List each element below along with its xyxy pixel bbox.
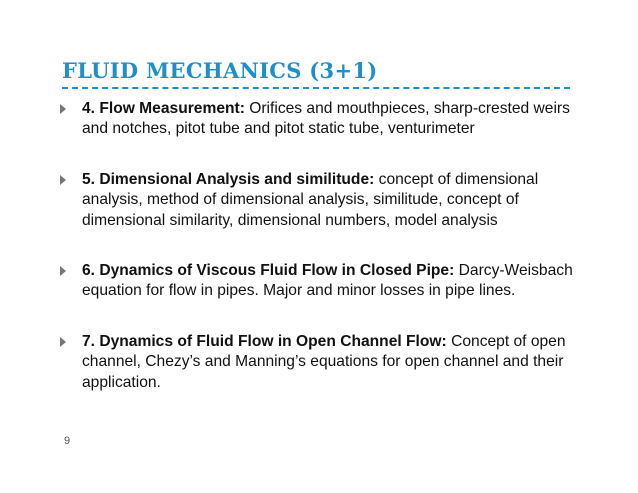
page-number: 9: [64, 435, 71, 447]
item-body: Orifices and mouthpieces, sharp-crested weirs and notches, pitot tube and pitot static tube, venturimeter: [82, 100, 570, 138]
list-item: [60, 261, 580, 302]
list-item: [60, 332, 580, 393]
list-item: [60, 170, 580, 231]
slide-title: FLUID MECHANICS (3+1): [62, 58, 378, 83]
item-heading: 4. Flow Measurement:: [82, 100, 245, 117]
item-heading: 6. Dynamics of Viscous Fluid Flow in Closed Pipe:: [82, 262, 455, 280]
title-divider: [62, 87, 570, 89]
item-body: Darcy-Weisbach equation for flow in pipes. Major and minor losses in pipe lines.: [82, 262, 573, 300]
bullet-arrow-icon: [60, 175, 66, 185]
item-heading: 7. Dynamics of Fluid Flow in Open Channel Flow:: [82, 332, 447, 350]
topic-list: [60, 99, 580, 393]
list-item: [60, 99, 580, 140]
item-body: Concept of open channel, Chezy’s and Manning’s equations for open channel and their application.: [82, 332, 566, 391]
bullet-arrow-icon: [60, 104, 66, 114]
item-body: concept of dimensional analysis, method of dimensional analysis, similitude, concept of dimensional similarity, dimensional numbers, model analysis: [82, 170, 539, 229]
bullet-arrow-icon: [60, 337, 66, 347]
bullet-arrow-icon: [60, 266, 66, 276]
item-heading: 5. Dimensional Analysis and similitude:: [82, 170, 375, 188]
